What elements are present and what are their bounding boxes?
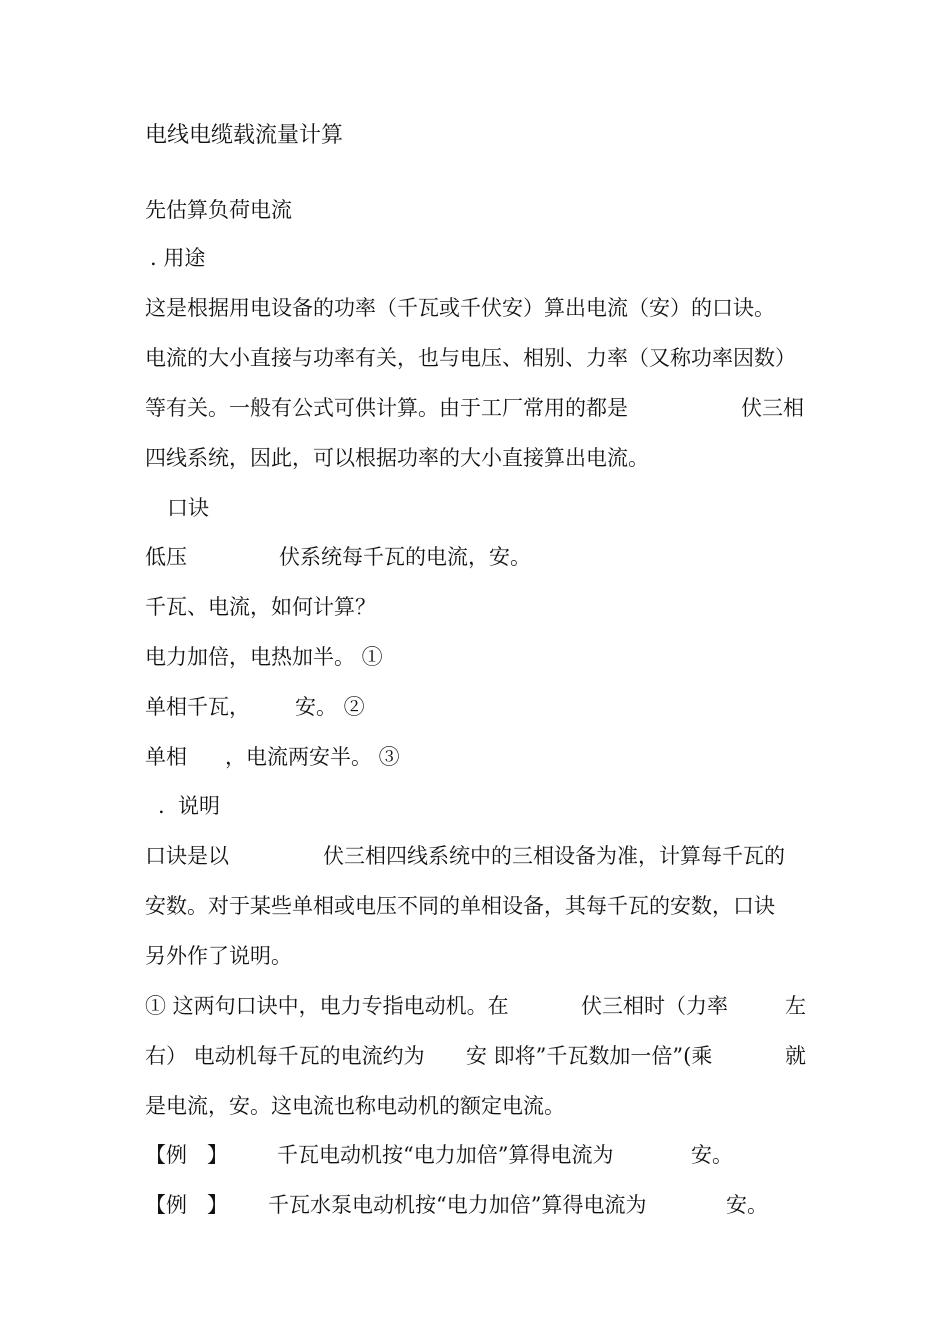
example-unit: 安。 (691, 1143, 733, 1167)
rhyme-line: 伏系统每千瓦的电流，安。 (279, 545, 531, 569)
example-text: 千瓦水泵电动机按“电力加倍”算得电流为 (268, 1193, 647, 1217)
paragraph-line: 安 即将”千瓦数加一倍”(乘 (466, 1044, 713, 1068)
rhyme-line: 单相千瓦， (145, 695, 250, 719)
paragraph-line: ① 这两句口诀中，电力专指电动机。在 (145, 994, 509, 1018)
rhyme-line: 安。 ② (295, 695, 365, 719)
rhyme-line: ，电流两安半。 ③ (225, 745, 400, 769)
paragraph-line: 右） 电动机每千瓦的电流约为 (145, 1044, 425, 1068)
paragraph-line: 伏三相四线系统中的三相设备为准，计算每千瓦的 (323, 844, 785, 868)
rhyme-line: 低压 (145, 545, 187, 569)
paragraph-line: 安数。对于某些单相或电压不同的单相设备，其每千瓦的安数，口诀 (145, 894, 775, 918)
subtitle: 先估算负荷电流 (145, 198, 292, 222)
paragraph-line: 另外作了说明。 (145, 944, 292, 968)
section-heading-explanation: . 说明 (158, 794, 221, 818)
example-text: 千瓦电动机按“电力加倍”算得电流为 (277, 1143, 614, 1167)
example-label: 【例 】 (145, 1143, 229, 1167)
paragraph-line: 等有关。一般有公式可供计算。由于工厂常用的都是 (145, 396, 628, 420)
paragraph-line: 伏三相时（力率 (581, 994, 728, 1018)
rhyme-line: 电力加倍，电热加半。 ① (145, 645, 383, 669)
section-heading-rhyme: 口诀 (167, 496, 209, 520)
paragraph-line: 电流的大小直接与功率有关，也与电压、相别、力率（又称功率因数） (145, 346, 796, 370)
paragraph-line: 就 (785, 1044, 806, 1068)
paragraph-line: 左 (785, 994, 806, 1018)
document-title: 电线电缆载流量计算 (145, 123, 344, 148)
rhyme-line: 千瓦、电流，如何计算？ (145, 595, 376, 619)
example-label: 【例 】 (145, 1193, 229, 1217)
paragraph-line: 口诀是以 (145, 844, 229, 868)
section-heading-purpose: . 用途 (150, 246, 206, 270)
paragraph-line: 这是根据用电设备的功率（千瓦或千伏安）算出电流（安）的口诀。 (145, 296, 775, 320)
paragraph-line: 是电流，安。这电流也称电动机的额定电流。 (145, 1094, 565, 1118)
example-unit: 安。 (726, 1193, 768, 1217)
paragraph-line: 伏三相 (741, 396, 804, 420)
paragraph-line: 四线系统，因此，可以根据功率的大小直接算出电流。 (145, 446, 649, 470)
rhyme-line: 单相 (145, 745, 187, 769)
